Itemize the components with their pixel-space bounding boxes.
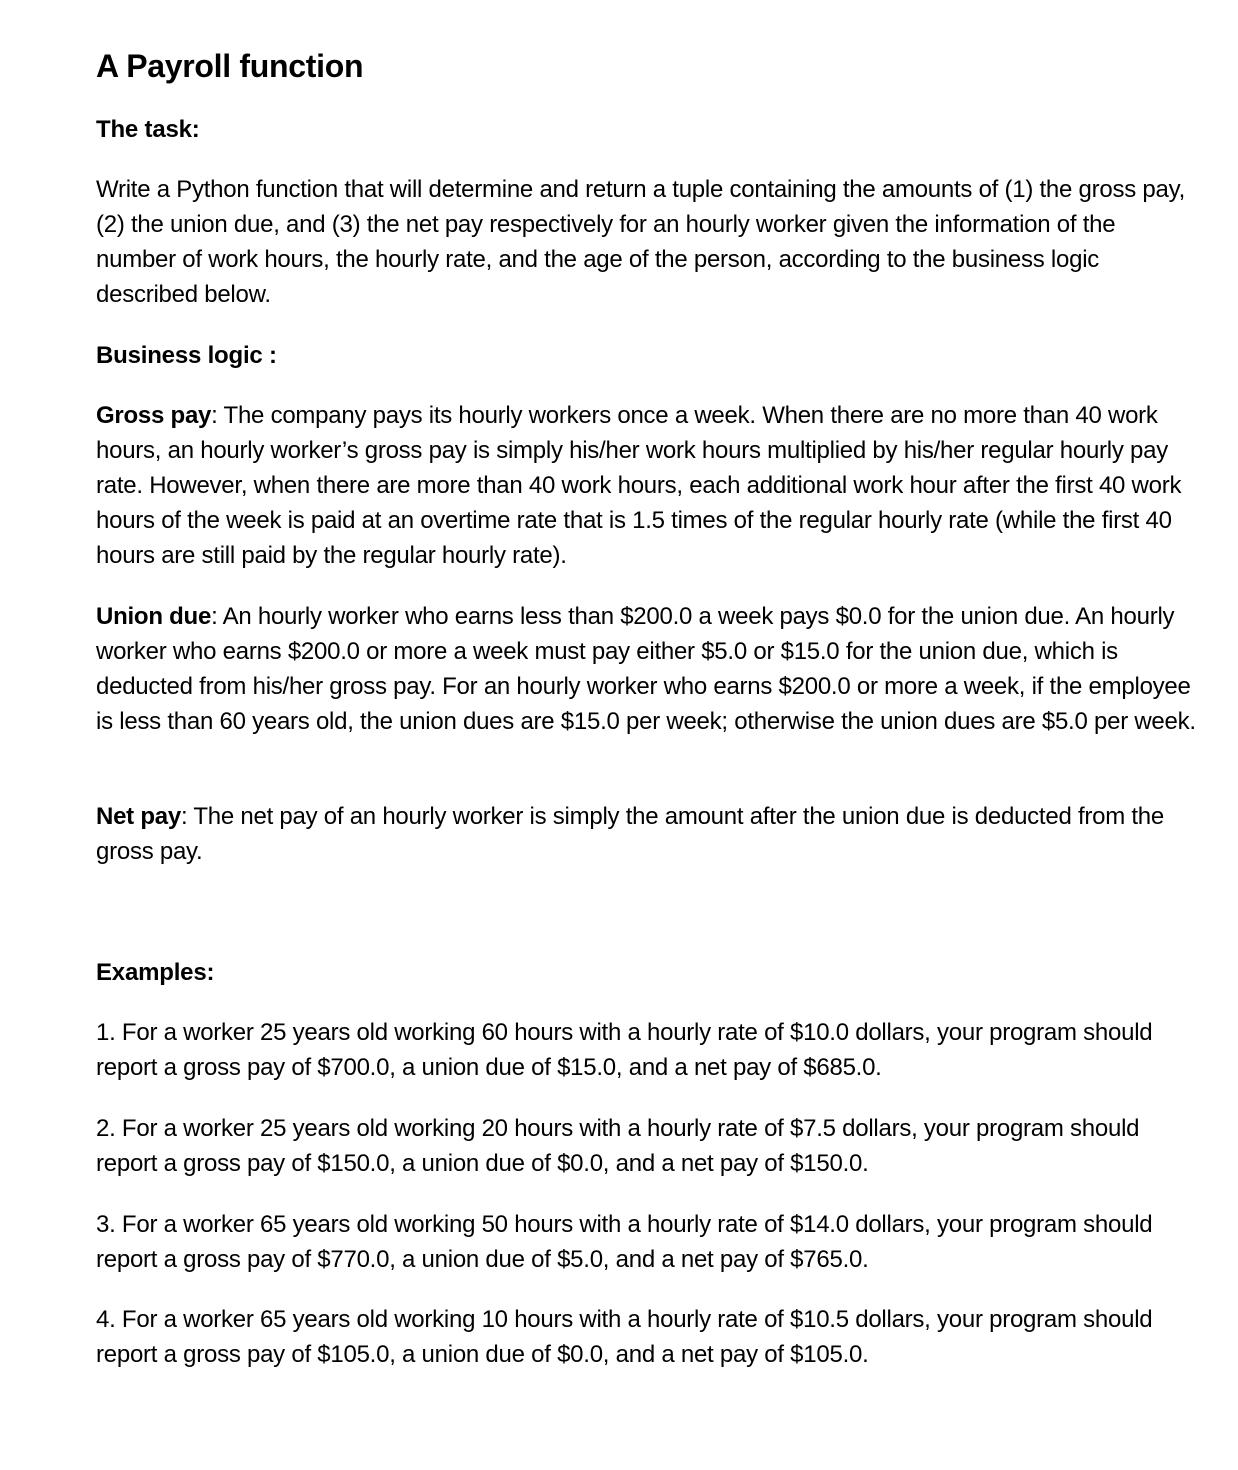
example-item: 1. For a worker 25 years old working 60 hours with a hourly rate of $10.0 dollars, your program should report a gross pay of $700.0, a union due of $15.0, and a net pay of $685.0. xyxy=(96,1019,1153,1081)
task-paragraph: Write a Python function that will determine and return a tuple containing the amounts of (1) the gross pay, (2) the union due, and (3) the net pay respectively for an hourly worker given the information of the number of work hours, the hourly rate, and the age of the person, according to the business logic described below. xyxy=(96,176,1185,308)
gross-pay-text: : The company pays its hourly workers once a week. When there are no more than 40 work hours, an hourly worker’s gross pay is simply his/her work hours multiplied by his/her regular hourly pay rate. However, when there are more than 40 work hours, each additional work hour after the first 40 work hours of the week is paid at an overtime rate that is 1.5 times of the regular hourly rate (while the first 40 hours are still paid by the regular hourly rate). xyxy=(96,402,1182,569)
net-pay-label: Net pay xyxy=(96,803,181,830)
net-pay-paragraph xyxy=(96,799,1196,869)
document-title: A Payroll function xyxy=(96,48,364,84)
task-heading: The task: xyxy=(96,116,200,143)
union-due-text: : An hourly worker who earns less than $200.0 a week pays $0.0 for the union due. An hourly worker who earns $200.0 or more a week must pay either $5.0 or $15.0 for the union due, which is deducted from his/her gross pay. For an hourly worker who earns $200.0 or more a week, if the employee is less than 60 years old, the union dues are $15.0 per week; otherwise the union dues are $5.0 per week. xyxy=(96,603,1196,735)
net-pay-text: : The net pay of an hourly worker is simply the amount after the union due is deducted from the gross pay. xyxy=(96,803,1164,865)
gross-pay-paragraph xyxy=(96,398,1196,573)
gross-pay-label: Gross pay xyxy=(96,402,212,429)
example-item: 3. For a worker 65 years old working 50 hours with a hourly rate of $14.0 dollars, your program should report a gross pay of $770.0, a union due of $5.0, and a net pay of $765.0. xyxy=(96,1211,1153,1273)
example-item: 4. For a worker 65 years old working 10 hours with a hourly rate of $10.5 dollars, your program should report a gross pay of $105.0, a union due of $0.0, and a net pay of $105.0. xyxy=(96,1306,1153,1368)
example-item: 2. For a worker 25 years old working 20 hours with a hourly rate of $7.5 dollars, your program should report a gross pay of $150.0, a union due of $0.0, and a net pay of $150.0. xyxy=(96,1115,1140,1177)
business-logic-heading: Business logic : xyxy=(96,342,277,369)
union-due-label: Union due xyxy=(96,603,212,630)
examples-heading: Examples: xyxy=(96,959,215,986)
union-due-paragraph xyxy=(96,599,1196,739)
